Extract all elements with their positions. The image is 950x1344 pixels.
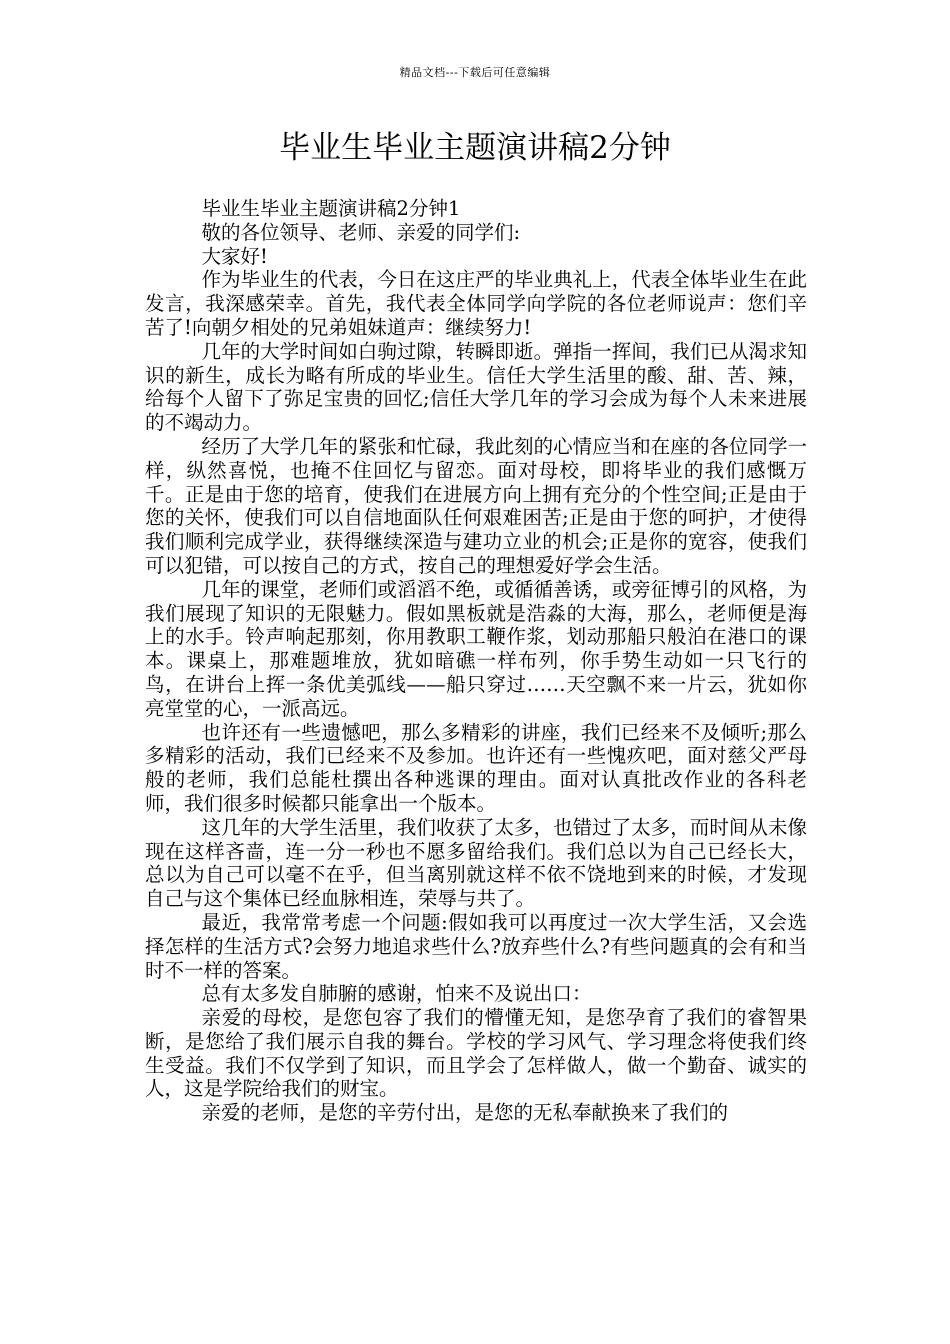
paragraph: 作为毕业生的代表，今日在这庄严的毕业典礼上，代表全体毕业生在此发言，我深感荣幸。首先，我代表全体同学向学院的各位老师说声：您们辛苦了!向朝夕相处的兄弟姐妹道声：继续努力! xyxy=(145,268,807,339)
paragraph: 经历了大学几年的紧张和忙碌，我此刻的心情应当和在座的各位同学一样，纵然喜悦，也掩不住回忆与留恋。面对母校，即将毕业的我们感慨万千。正是由于您的培育，使我们在进展方向上拥有充分的个性空间;正是由于您的关怀，使我们可以自信地面队任何艰难困苦;正是由于您的呵护，才使得我们顺利完成学业，获得继续深造与建功立业的机会;正是你的宽容，使我们可以犯错，可以按自己的方式，按自己的理想爱好学会生活。 xyxy=(145,434,807,577)
paragraph: 敬的各位领导、老师、亲爱的同学们: xyxy=(201,220,521,244)
document-body xyxy=(145,197,807,1125)
paragraph: 大家好! xyxy=(201,244,268,268)
document-title: 毕业生毕业主题演讲稿2分钟 xyxy=(279,130,671,166)
paragraph: 几年的课堂，老师们或滔滔不绝，或循循善诱，或旁征博引的风格，为我们展现了知识的无限魅力。假如黑板就是浩淼的大海，那么，老师便是海上的水手。铃声响起那刻，你用教职工鞭作浆，划动那船只般泊在港口的课本。课桌上，那难题堆放，犹如暗礁一样布列，你手势生动如一只飞行的鸟，在讲台上挥一条优美弧线——船只穿过……天空飘不来一片云，犹如你亮堂堂的心，一派高远。 xyxy=(145,577,807,720)
header-note: 精品文档---下载后可任意编辑 xyxy=(399,66,551,79)
paragraph: 亲爱的母校，是您包容了我们的懵懂无知，是您孕育了我们的睿智果断，是您给了我们展示自我的舞台。学校的学习风气、学习理念将使我们终生受益。我们不仅学到了知识，而且学会了怎样做人，做一个勤奋、诚实的人，这是学院给我们的财宝。 xyxy=(145,1006,807,1101)
paragraph: 也许还有一些遗憾吧，那么多精彩的讲座，我们已经来不及倾听;那么多精彩的活动，我们已经来不及参加。也许还有一些愧疚吧，面对慈父严母般的老师，我们总能杜撰出各种逃课的理由。面对认真批改作业的各科老师，我们很多时候都只能拿出一个版本。 xyxy=(145,720,807,815)
paragraph: 毕业生毕业主题演讲稿2分钟1 xyxy=(201,197,461,220)
paragraph: 亲爱的老师，是您的辛劳付出，是您的无私奉献换来了我们的 xyxy=(201,1101,729,1125)
paragraph: 这几年的大学生活里，我们收获了太多，也错过了太多，而时间从未像现在这样吝啬，连一分一秒也不愿多留给我们。我们总以为自己已经长大，总以为自己可以毫不在乎，但当离别就这样不依不饶地到来的时候，才发现自己与这个集体已经血脉相连，荣辱与共了。 xyxy=(145,815,807,911)
paragraph: 总有太多发自肺腑的感谢，怕来不及说出口： xyxy=(201,982,592,1006)
paragraph: 几年的大学时间如白驹过隙，转瞬即逝。弹指一挥间，我们已从渴求知识的新生，成长为略有所成的毕业生。信任大学生活里的酸、甜、苦、辣，给每个人留下了弥足宝贵的回忆;信任大学几年的学习会成为每个人未来进展的不竭动力。 xyxy=(145,339,807,435)
paragraph: 最近，我常常考虑一个问题:假如我可以再度过一次大学生活，又会选择怎样的生活方式?会努力地追求些什么?放弃些什么?有些问题真的会有和当时不一样的答案。 xyxy=(145,910,807,982)
